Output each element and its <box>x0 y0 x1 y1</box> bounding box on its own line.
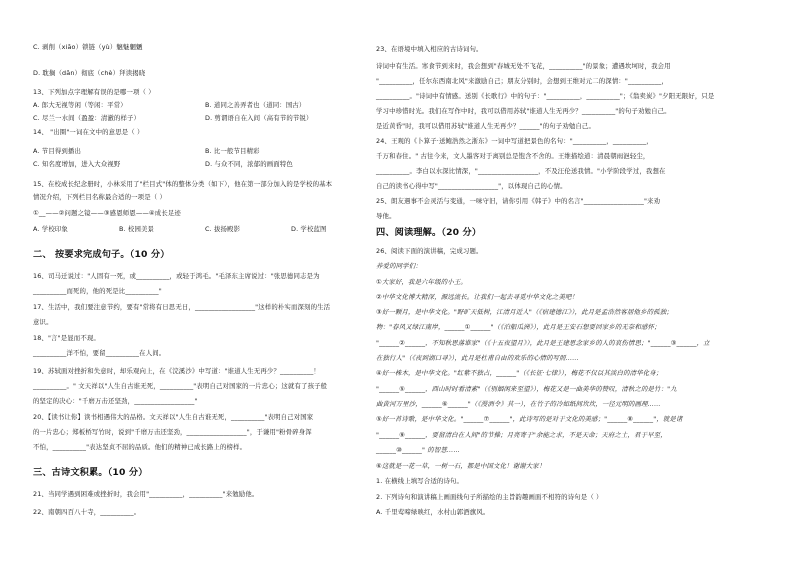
left-line: 14、 "出圈"一词在文中的意思是（ ） <box>33 128 144 136</box>
right-line: 25、朗友遇事不会灵活与变通，一味守旧，请你引用《韩子》中的名言"__________________"来劝 <box>376 197 661 205</box>
right-line: 是近黄昏"时，我可以借用苏轼"谁道人生无再少？______"的句子劝勉自己。 <box>376 122 596 130</box>
right-line: 千万和春住。" 古往今来，文人墨客对于离别总是饱含不舍的。王维描绘道：清晨朝雨浥轻尘， <box>376 152 650 160</box>
right-line: "______⑨______，要留清白在人间"的节操；月亮寄于"余能之求，不是天命；天府之土，君于早至， <box>376 431 667 439</box>
left-line: C. 剥削（xiāo）锁链（yù）魑魅魍魉 <box>33 43 143 51</box>
left-line: 的坚定的决心："千磨万击还坚劲，__________________" <box>33 397 198 405</box>
left-line: 18、"言"是显而不现。 <box>33 334 100 342</box>
left-line: 意识。 <box>33 318 53 326</box>
right-line: 24、王观的《卜算子·送鲍浩然之浙东》一词中写道把景色的名句："__________，__________， <box>376 137 653 145</box>
left-line: D. 剪谓语自在入间（高有节的节锐） <box>205 114 313 122</box>
left-line: D. 学校蓝图 <box>291 225 327 233</box>
right-line: 学习中珍惜时光。我们在写作中时，我可以借用苏轼"谁道人生无再少？__________"的句子劝勉自己。 <box>376 107 671 115</box>
right-line: ⑥这就是一花一草，一树一石，都是中国文化！谢谢大家！ <box>376 462 546 470</box>
left-line: 20、【读书让你】读书相遇伟大的品格。文天祥以"人生自古谁无死，__________"表明自己对国家 <box>33 413 314 421</box>
right-line: ③好一颗月，是中华文化。"野旷天低树，江清月近人"（《宿建德江》），此月是孟浩然客居他乡的孤独； <box>376 308 673 316</box>
right-line: "______⑤______，西山时时看清素"（《别姻闲来至望》），梅花又是一曲美华的赞叹，清秋之的是竹："九 <box>376 385 677 393</box>
left-line: B. 校园美景 <box>119 225 155 233</box>
right-line: ①大家好，我是六年级的小王。 <box>376 278 467 286</box>
left-line: A. 学校印象 <box>33 225 68 233</box>
right-line: 1. 在横线上填写合适的诗句。 <box>376 477 464 485</box>
right-line: 26、阅读下面的演讲稿，完成习题。 <box>376 247 483 255</box>
right-line: __________。李白以水深比情深，"__________________，不及汪伦送我情。"小学阶段学过，我想在 <box>376 167 666 175</box>
left-line: B. 道同之善弄者也（道同：国古） <box>205 101 306 109</box>
right-line: 自己的读书心得中写"__________________"，以体现自己的心情。 <box>376 182 567 190</box>
left-line: 15、在校成长纪念册时，小林采用了"栏目式"体的整体分类（如下），他在第一部分加入的是学校的基本 <box>33 180 333 188</box>
right-line: ⑤好一首诗歌，是中华文化。"______⑦______"，此诗写的是对于文化的美感；"______⑧______"，就是诸 <box>376 415 683 423</box>
left-line: D. 耽搁（dān）彻底（chè）拜读揭晓 <box>33 69 146 77</box>
left-line: C. 尽兰一水间（盈盈：清澈的样子） <box>33 114 141 122</box>
left-line: B. 比一般节目精彩 <box>205 147 260 155</box>
left-line: A. 郎大无视等闲（等闲：平常） <box>33 101 127 109</box>
section-heading: 四、阅读理解。（20 分） <box>376 227 482 238</box>
right-line: 导他。 <box>376 212 396 220</box>
right-line: ______⑩______" 的智慧…… <box>376 446 460 454</box>
right-line: 曲黄河万里沙，______⑥______"（《漫酒令》其一），在竹子的冷如纸间坎坎，一径元明的画理…… <box>376 400 661 408</box>
left-line: 21、当同学遇到困难或挫折时，我会用"__________，__________"来勉励他。 <box>33 490 259 498</box>
right-line: A. 千里莺啼绿映红，水村山郭酒旗风。 <box>376 508 490 516</box>
left-line: 17、生活中，我们要注意节约，要有"常将有日思无日，__________________"这样的朴实而深刻的生活 <box>33 303 331 311</box>
left-line: D. 与众不同，浓郁的画面特色 <box>205 160 293 168</box>
left-line: 情况介绍，下列栏目名称最合适的一项是（ ） <box>33 193 166 201</box>
right-line: 23、在语境中填入相应的古诗词句。 <box>376 45 483 53</box>
left-line: 16、司马迁说过："人固有一死，或__________，或轻于鸿毛。"毛泽东主席说过："张思德同志是为 <box>33 272 320 280</box>
right-line: ②中华文化博大精深，源远流长。让我们一起去寻觅中华文化之美吧！ <box>376 293 579 301</box>
right-line: "______②______，不知秋思落谁家"（《十五夜望月》），此月是王建思念家乡的人的哀伤情思；"______③______，立 <box>376 339 710 347</box>
left-line: C. 知名度增加，进入大众视野 <box>33 160 121 168</box>
right-line: 养爱的同学们： <box>376 262 422 270</box>
right-line: 在独行人"（《夜到湖口寻》），此月是杜甫自由的欢乐的心情的写照…… <box>376 354 579 362</box>
section-heading: 二、 按要求完成句子。（10 分） <box>33 249 170 260</box>
left-line: 19、苏轼面对挫折和失意时，却乐观向上，在《浣溪沙》中写道："谁道人生无再少？__________！ <box>33 367 320 375</box>
left-line: __________而死的，他的死是比__________" <box>33 287 162 295</box>
left-line: 不怕，__________"表达坚贞不屈的品质。他们的精神已成长路上的榜样。 <box>33 443 247 451</box>
section-heading: 三、古诗文积累。（10 分） <box>33 467 148 478</box>
left-line: ①__——②问题之镜——③感恩师恩——④成长足迹 <box>33 209 181 217</box>
right-line: "__________，任尔东西南北风"来激励自己；朋友分别时，会想到王维对元二的深情："__________， <box>376 77 669 85</box>
left-line: 13、下列加点字理解有误的是哪一项（ ） <box>33 88 155 96</box>
right-line: ④好一株木，是中华文化。"红紫不独占，______"（《长征·七律》），梅花不仅以其淡白的清华化身； <box>376 369 663 377</box>
right-line: __________。"诗词中有情感。送别《长歌行》中的句子："__________，__________"；《翁卖炭》"夕阳无限好，只是 <box>376 92 715 100</box>
right-line: 2. 下列诗句和演讲稿上画面线句子所描绘的主旨韵趣画面不相符的诗句是（ ） <box>376 493 603 501</box>
left-line: A. 节目得到播出 <box>33 147 82 155</box>
left-line: 的一片忠心；郑板桥写竹时，说到"千磨万击还坚劲，__________________"，于谦用"粉骨碎身浑 <box>33 428 312 436</box>
right-line: 诗词中有生活。寒食节到来时，我会想到"春城无处不飞花，__________"的景象；遭遇坎坷时，我会用 <box>376 62 671 70</box>
right-line: 物："春风又绿江南岸，______①______"（《泊船瓜洲》），此月是王安石想要回家乡的无奈和感怀； <box>376 323 661 331</box>
left-line: 22、南朝四百八十寺，__________。 <box>33 508 141 516</box>
left-line: __________。" 文天祥以"人生自古谁无死，__________"表明自己对国家的一片忠心；这就有了孩子般 <box>33 382 328 390</box>
left-line: __________洋不怕，要留__________在人间。 <box>33 349 166 357</box>
left-line: C. 拔扬殿影 <box>205 225 241 233</box>
